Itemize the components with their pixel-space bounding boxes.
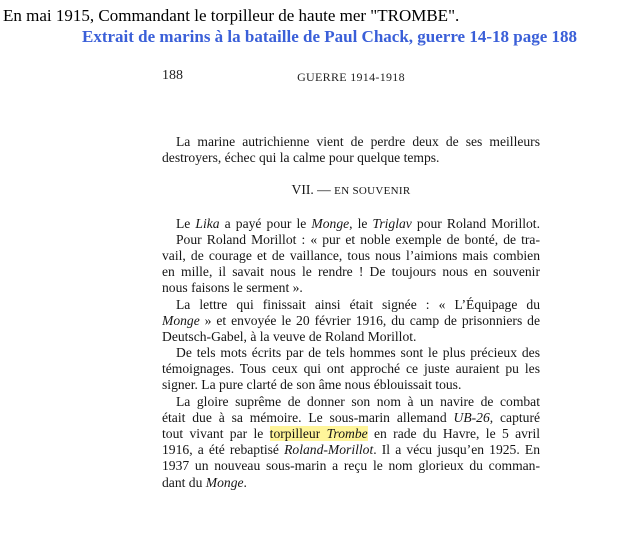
text-span: pour Roland Morillot. [411,215,540,231]
text-line: La lettre qui finissait ainsi était signée : « L’Équipage du [176,296,540,312]
text-line [162,313,540,329]
highlighted-ship-name: Trombe [326,426,368,442]
text-line: Pour Roland Morillot : « pur et noble exemple de bonté, de tra- [176,231,540,247]
text-span: Le [176,215,196,231]
section-numeral: VII. — [291,182,331,198]
text-span: » et envoyée le 20 février 1916, du camp de prisonniers de [199,312,540,328]
text-span: , le [349,215,373,231]
page-header [162,67,540,87]
text-line: destroyers, échec qui la calme pour quelque temps. [162,150,440,166]
text-line: La marine autrichienne vient de perdre deux de ses meilleurs [176,134,540,149]
text-line [162,442,540,458]
ship-name: Roland-Morillot [284,442,374,458]
text-line: signer. La pure clarté de son âme nous éblouissait tous. [162,377,462,393]
text-line [162,475,540,491]
page-number: 188 [162,68,183,83]
ship-name: UB-26 [453,409,490,425]
highlighted-word: torpilleur [269,426,321,442]
text-line: témoignages. Tous ceux qui ont approché ce juste auraient pu les [162,361,540,377]
text-line [162,216,540,232]
text-span: dant du [162,474,206,490]
text-line: nous faisons le serment ». [162,280,303,296]
ship-name: Lika [195,215,220,231]
text-span: était due à sa mémoire. Le sous-marin allemand [162,409,454,425]
intro-caption: En mai 1915, Commandant le torpilleur de haute mer "TROMBE". [3,6,460,25]
text-span: . [243,474,247,490]
text-span: , capturé [489,409,540,425]
highlighted-space [320,426,326,441]
text-line [162,410,540,426]
text-line: La gloire suprême de donner son nom à un navire de combat [176,393,540,409]
text-span: tout vivant par le [162,426,270,442]
text-line: vail, de courage et de vaillance, tous nous l’aimions mais combien [162,247,540,263]
text-line: De tels mots écrits par de tels hommes sont le plus précieux des [176,345,540,361]
ship-name: Triglav [372,215,412,231]
text-line: 1937 un nouveau sous-marin a reçu le nom glorieux du comman- [162,458,540,474]
text-span: . Il a vécu jusqu’en 1925. En [373,442,540,458]
text-line [162,426,540,442]
text-line: en mille, il savait nous le rendre ! De toujours nous en souvenir [162,264,540,280]
source-caption: Extrait de marins à la bataille de Paul Chack, guerre 14-18 page 188 [82,27,578,46]
text-span: 1916, a été rebaptisé [162,442,285,458]
section-title [162,182,540,199]
text-span: a payé pour le [219,215,312,231]
book-page-text [162,134,540,491]
ship-name: Monge [205,474,244,490]
text-line: Deutsch-Gabel, à la veuve de Roland Morillot. [162,328,417,344]
section-title-text: EN SOUVENIR [334,185,411,198]
text-span: en rade du Havre, le 5 avril [367,426,540,442]
ship-name: Monge [162,312,200,328]
running-title: GUERRE 1914-1918 [297,70,405,84]
ship-name: Monge [311,215,350,231]
